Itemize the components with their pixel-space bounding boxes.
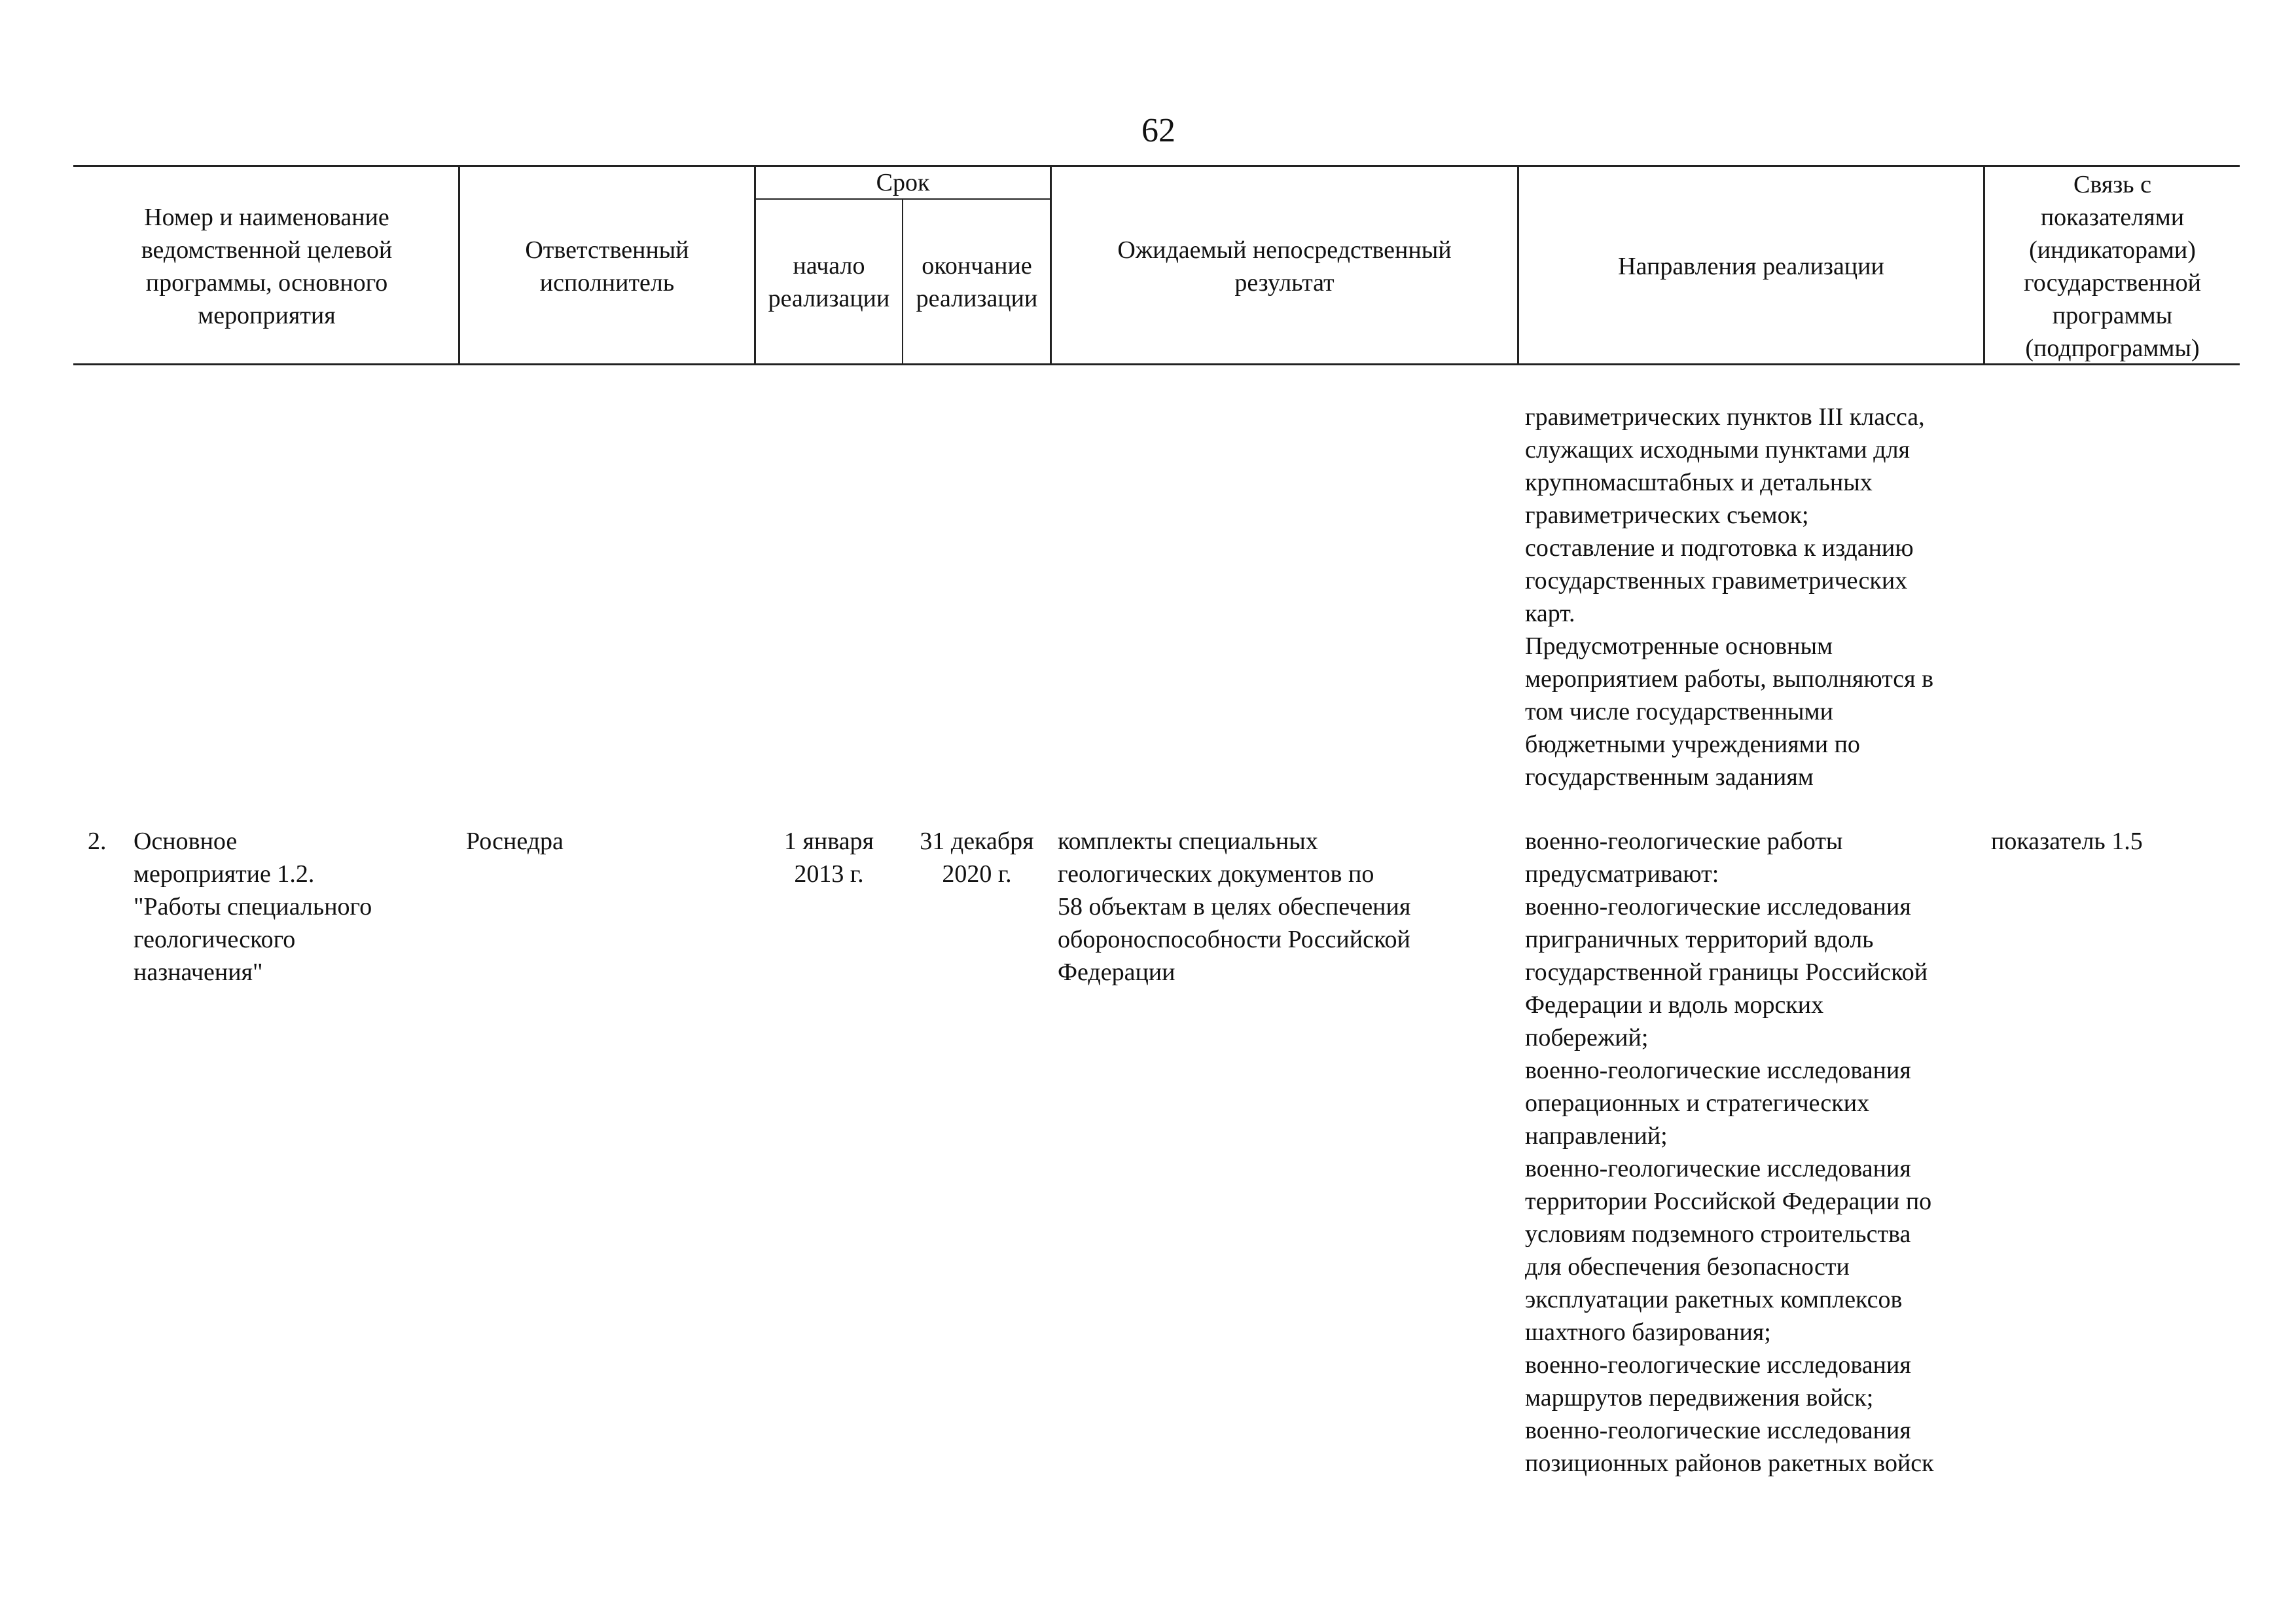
row2-executor: Роснедра: [466, 828, 564, 855]
row2-directions: военно-геологические работы предусматривают: военно-геологические исследования приграничных территорий вдоль государственной границы Российской Федерации и вдоль морских побережий; военно-геологические исследования операционных и стратегических направлений; военно-геологические исследования территории Российской Федерации по условиям подземного строительства для обеспечения безопасности эксплуатации ракетных комплексов шахтного базирования; военно-геологические исследования маршрутов передвижения войск; военно-геологические исследования позиционных районов ракетных войск: [1525, 828, 1934, 1477]
row2-start: 1 января 2013 г.: [783, 828, 874, 888]
header-start: начало реализации: [768, 251, 890, 312]
header-directions: Направления реализации: [1618, 252, 1884, 280]
header-term: Срок: [876, 169, 930, 196]
row2-end: 31 декабря 2020 г.: [920, 828, 1034, 888]
header-result: Ожидаемый непосредственный результат: [1117, 236, 1452, 297]
col-divider-3: [902, 198, 903, 365]
page-number: 62: [1141, 112, 1175, 149]
header-top-border: [73, 165, 2240, 167]
row1-directions: гравиметрических пунктов III класса, служащих исходными пунктами для крупномасштабных и детальных гравиметрических съемок; составление и подготовка к изданию государственных гравиметрических карт. Предусмотренные основным мероприятием работы, выполняются в том числе государственными бюджетными учреждениями по государственным заданиям: [1525, 403, 1934, 791]
header-end: окончание реализации: [916, 251, 1038, 312]
row2-link: показатель 1.5: [1991, 828, 2143, 855]
header-link: Связь с показателями (индикаторами) государственной программы (подпрограммы): [2024, 170, 2201, 362]
header-bottom-border: [73, 363, 2240, 365]
header-executor: Ответственный исполнитель: [525, 236, 689, 297]
header-program: Номер и наименование ведомственной целевой программы, основного мероприятия: [141, 203, 393, 329]
row2-result: комплекты специальных геологических документов по 58 объектам в целях обеспечения обороноспособности Российской Федерации: [1058, 828, 1411, 986]
row2-number: 2.: [88, 828, 107, 855]
row2-program: Основное мероприятие 1.2. "Работы специального геологического назначения": [134, 828, 372, 986]
